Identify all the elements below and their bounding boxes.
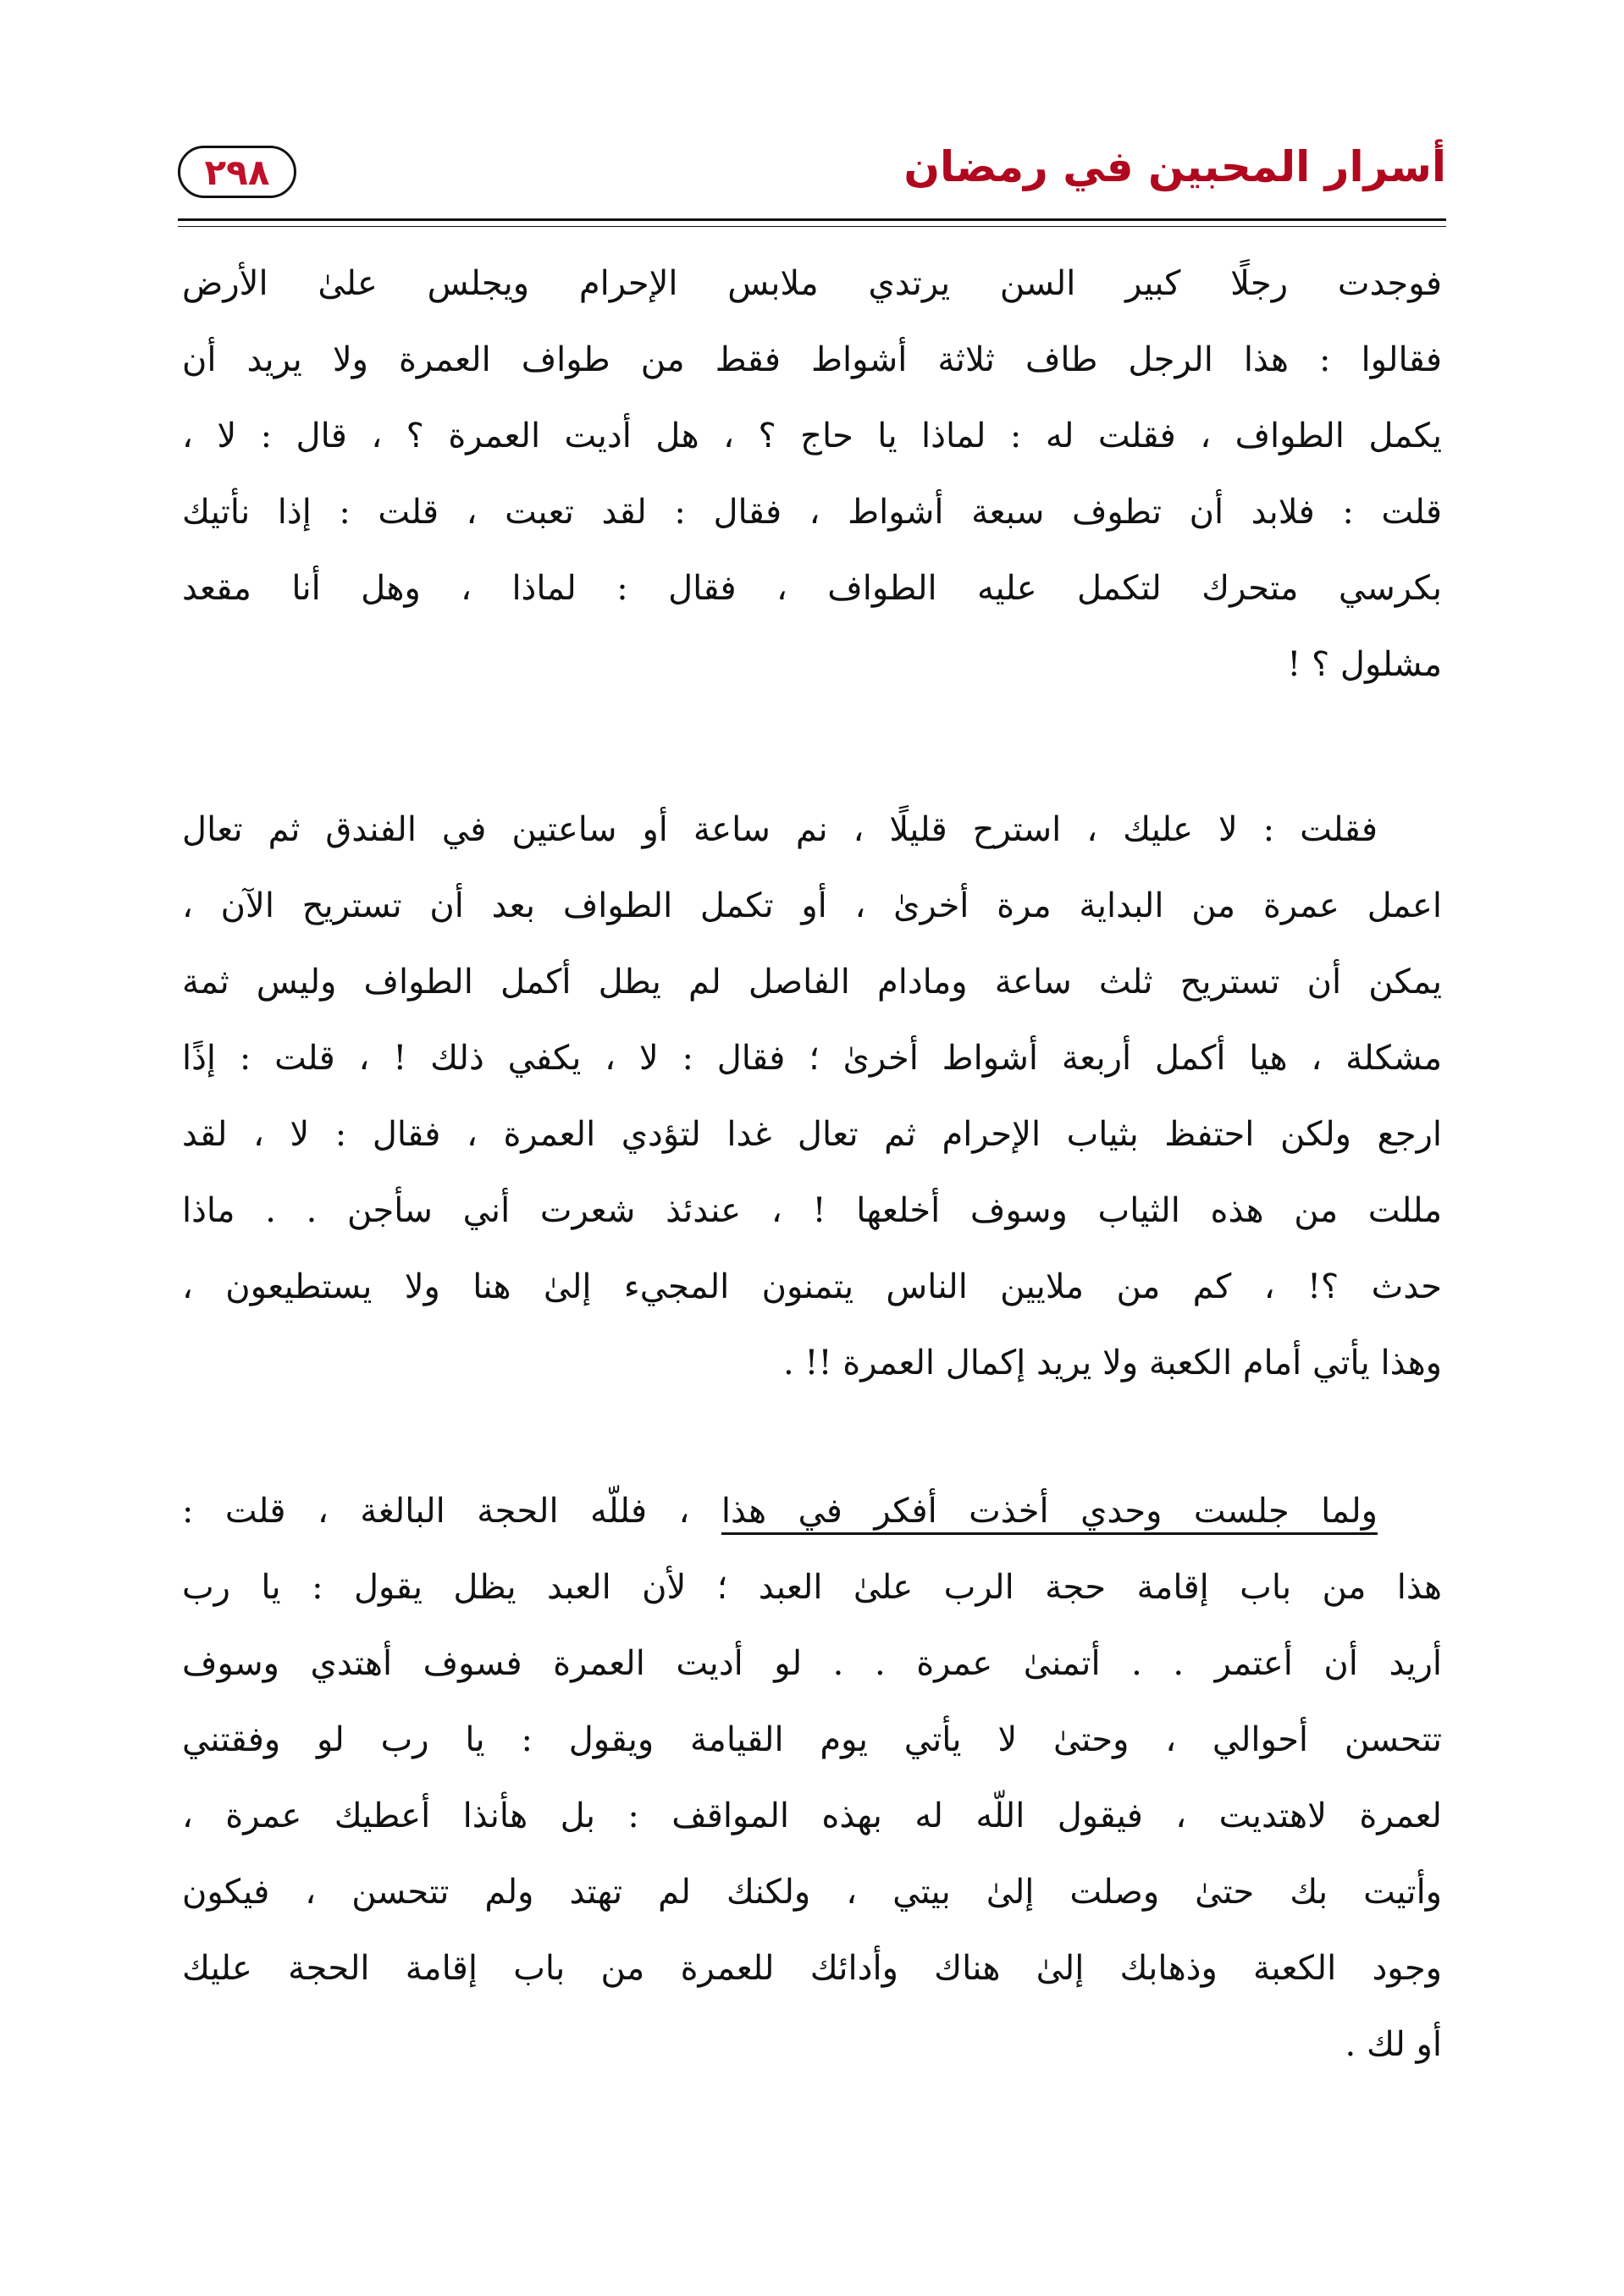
text-line: مللت من هذه الثياب وسوف أخلعها ! ، عندئذ شعرت أني سأجن . . ماذا: [182, 1191, 1442, 1230]
text-line: اعمل عمرة من البداية مرة أخرىٰ ، أو تكمل الطواف بعد أن تستريح الآن ،: [182, 886, 1442, 925]
text-line: ارجع ولكن احتفظ بثياب الإحرام ثم تعال غدا لتؤدي العمرة ، فقال : لا ، لقد: [182, 1115, 1442, 1154]
text-line: مشلول ؟ !: [1287, 645, 1442, 684]
text-line: هذا من باب إقامة حجة الرب علىٰ العبد ؛ لأن العبد يظل يقول : يا رب: [182, 1568, 1442, 1607]
text-line: وجود الكعبة وذهابك إلىٰ هناك وأدائك للعمرة من باب إقامة الحجة عليك: [182, 1949, 1442, 1988]
text-line: مشكلة ، هيا أكمل أربعة أشواط أخرىٰ ؛ فقال : لا ، يكفي ذلك ! ، قلت : إذًا: [182, 1039, 1442, 1078]
page-number: ٢٩٨: [204, 151, 270, 193]
book-title: أسرار المحبين في رمضان: [903, 142, 1446, 191]
text-line: بكرسي متحرك لتكمل عليه الطواف ، فقال : لماذا ، وهل أنا مقعد: [182, 569, 1442, 608]
text-line: فقالوا : هذا الرجل طاف ثلاثة أشواط فقط من طواف العمرة ولا يريد أن: [182, 340, 1442, 379]
text-line: قلت : فلابد أن تطوف سبعة أشواط ، فقال : لقد تعبت ، قلت : إذا نأتيك: [182, 493, 1442, 532]
text-run: ، فللّه الحجة البالغة ، قلت :: [182, 1492, 690, 1531]
text-line: أو لك .: [1345, 2025, 1442, 2064]
text-line: وهذا يأتي أمام الكعبة ولا يريد إكمال العمرة !! .: [782, 1344, 1442, 1383]
page-header: [178, 127, 1446, 222]
text-line: فقلت : لا عليك ، استرح قليلًا ، نم ساعة أو ساعتين في الفندق ثم تعال: [182, 810, 1378, 849]
text-line: لعمرة لاهتديت ، فيقول اللّه له بهذه المواقف : بل هأنذا أعطيك عمرة ،: [182, 1797, 1442, 1835]
page-number-badge: [178, 146, 296, 198]
header-rule-thick: [178, 218, 1446, 221]
text-line: فوجدت رجلًا كبير السن يرتدي ملابس الإحرام ويجلس علىٰ الأرض: [182, 264, 1442, 303]
text-line: تتحسن أحوالي ، وحتىٰ لا يأتي يوم القيامة ويقول : يا رب لو وفقتني: [182, 1720, 1442, 1759]
text-line: يكمل الطواف ، فقلت له : لماذا يا حاج ؟ ، هل أديت العمرة ؟ ، قال : لا ،: [182, 417, 1442, 455]
text-line: [182, 1473, 1442, 1549]
text-line: وأتيت بك حتىٰ وصلت إلىٰ بيتي ، ولكنك لم تهتد ولم تتحسن ، فيكون: [182, 1873, 1442, 1912]
underlined-phrase: ولما جلست وحدي أخذت أفكر في هذا: [721, 1492, 1378, 1535]
header-rule-thin: [178, 226, 1446, 227]
text-line: حدث ؟! ، كم من ملايين الناس يتمنون المجيء إلىٰ هنا ولا يستطيعون ،: [182, 1267, 1442, 1306]
text-line: يمكن أن تستريح ثلث ساعة ومادام الفاصل لم يطل أكمل الطواف وليس ثمة: [182, 963, 1442, 1002]
text-line: أريد أن أعتمر . . أتمنىٰ عمرة . . لو أديت العمرة فسوف أهتدي وسوف: [182, 1644, 1442, 1683]
